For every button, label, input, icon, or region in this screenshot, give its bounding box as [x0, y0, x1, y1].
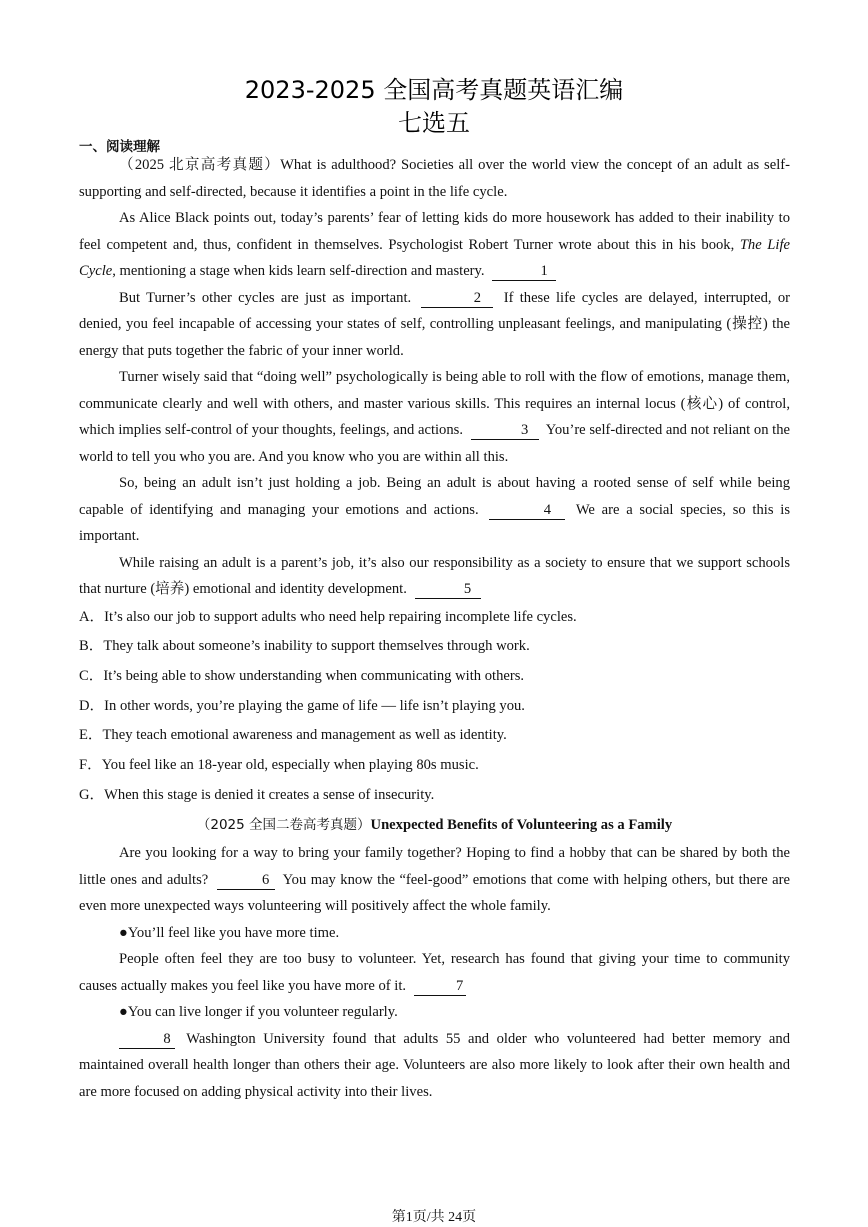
passage1-paragraph-4: Turner wisely said that “doing well” psychologically is being able to roll with the flow of emotions, manage them, communicate clearly and well with others, and master various skills. This requires an internal locus (核心) of control, which implies self-control of your thoughts, feelings, and actions. 3 You’re self-directed and not reliant on the world to tell you who you are. And you know who you are within all this. — [79, 369, 790, 465]
option-f: F．You feel like an 18-year old, especially when playing 80s music. — [79, 757, 479, 774]
passage1-paragraph-3: But Turner’s other cycles are just as important. 2 If these life cycles are delayed, interrupted, or denied, you feel incapable of accessing your states of self, controlling unpleasant feelings, and manipulating (操控) the energy that puts together the fabric of your inner world. — [79, 289, 790, 359]
passage2-paragraph-1: Are you looking for a way to bring your family together? Hoping to find a hobby that can be shared by both the little ones and adults? 6 You may know the “feel-good” emotions that come with helping others, but there are even more unexpected ways volunteering will positively affect the whole family. — [79, 845, 790, 915]
option-b: B．They talk about someone’s inability to support themselves through work. — [79, 638, 530, 655]
option-a: A．It’s also our job to support adults who need help repairing incomplete life cycles. — [79, 608, 577, 625]
passage1-paragraph-6: While raising an adult is a parent’s job, it’s also our responsibility as a society to ensure that we support schools that nurture (培养) emotional and identity development. 5 — [79, 554, 790, 597]
blank-4: 4 — [489, 501, 565, 520]
passage2-title: Unexpected Benefits of Volunteering as a Family — [370, 817, 673, 834]
blank-8: 8 — [119, 1030, 175, 1049]
book-title: The Life Cycle — [79, 236, 790, 279]
option-c: C．It’s being able to show understanding when communicating with others. — [79, 667, 525, 684]
passage1-paragraph-2: As Alice Black points out, today’s parents’ fear of letting kids do more housework has added to their inability to feel competent and, thus, confident in themselves. Psychologist Robert Turner wrote about this in his book, The Life Cycle, mentioning a stage when kids learn self-direction and mastery. 1 — [79, 210, 790, 279]
blank-3: 3 — [471, 421, 539, 440]
passage2-source: （2025 全国二卷高考真题） — [196, 817, 371, 834]
document-subtitle: 七选五 — [398, 109, 470, 137]
option-e: E．They teach emotional awareness and management as well as identity. — [79, 727, 507, 744]
passage1-paragraph-5: So, being an adult isn’t just holding a job. Being an adult is about having a rooted sense of self while being capable of identifying and managing your emotions and actions. 4 We are a social species, so this is important. — [79, 475, 790, 544]
passage2-paragraph-2: People often feel they are too busy to volunteer. Yet, research has found that giving your time to community causes actually makes you feel like you have more of it. 7 — [79, 951, 790, 994]
passage2-heading — [79, 810, 790, 840]
passage1-paragraph-1: （2025 北京高考真题）What is adulthood? Societies all over the world view the concept of an adult as self-supporting and self-directed, because it identifies a point in the life cycle. — [79, 157, 790, 200]
page-footer: 第1页/共 24页 — [391, 1210, 477, 1225]
option-d: D．In other words, you’re playing the game of life — life isn’t playing you. — [79, 697, 525, 714]
blank-2: 2 — [421, 289, 493, 308]
section-heading: 一、阅读理解 — [79, 139, 160, 155]
option-g: G．When this stage is denied it creates a sense of insecurity. — [79, 786, 435, 803]
passage2-bullet-2: ●You can live longer if you volunteer regularly. — [119, 1004, 398, 1021]
passage1-source: （2025 北京高考真题） — [119, 157, 281, 173]
document-body — [79, 152, 790, 1105]
passage2-bullet-1: ●You’ll feel like you have more time. — [119, 924, 340, 941]
document-title: 2023-2025 全国高考真题英语汇编 — [244, 76, 624, 104]
blank-5: 5 — [415, 580, 481, 599]
blank-7: 7 — [414, 977, 466, 996]
blank-6: 6 — [217, 871, 275, 890]
blank-1: 1 — [492, 262, 556, 281]
passage2-paragraph-3: 8 Washington University found that adults 55 and older who volunteered had better memory and maintained overall health longer than others their age. Volunteers are also more likely to look after their own health and are more focused on adding physical activity into their lives. — [79, 1030, 790, 1100]
